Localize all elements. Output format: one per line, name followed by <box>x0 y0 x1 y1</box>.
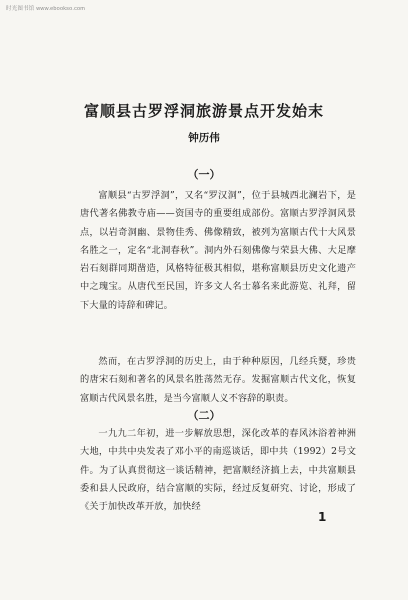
watermark: 时光图书馆 www.ebookso.com <box>6 6 86 12</box>
section-heading-1: （一） <box>187 168 221 181</box>
paragraph-2: 然而，在古罗浮洞的历史上，由于种种原因，几经兵燹，珍贵的唐宋石刻和著名的风景名胜荡然无存。发掘富顺古代文化，恢复富顺古代风景名胜，是当今富顺人义不容辞的职责。 <box>80 356 356 404</box>
article-title: 富顺县古罗浮洞旅游景点开发始末 <box>83 102 324 120</box>
paragraph-1: 富顺县“古罗浮洞”，又名“罗汉洞”，位于县城西北澜岩下，是唐代著名佛教寺庙——资国寺的重要组成部份。富顺古罗浮洞风景点，以岩奇洞幽、景物佳秀、佛像精致，被列为富顺古代十大风景名胜之一，定名“北洞春秋”。洞内外石刻佛像与荣县大佛、大足摩岩石刻群同期凿造，风格特征极其相似，堪称富顺县历史文化遗产中之瑰宝。从唐代至民国，许多文人名士慕名来此游览、礼拜，留下大量的诗辞和碑记。 <box>80 190 356 311</box>
page-number: 1 <box>318 510 327 524</box>
author-name: 钟历伟 <box>188 132 220 144</box>
section-heading-2: （二） <box>187 409 221 422</box>
paragraph-3: 一九九二年初，进一步解放思想，深化改革的春风沐浴着神洲大地，中共中央发表了邓小平的南巡谈话，即中共（1992）2号文件。为了认真贯彻这一谈话精神，把富顺经济搞上去，中共富顺县委和县人民政府，结合富顺的实际，经过反复研究、讨论，形成了《关于加快改革开放，加快经 <box>80 428 356 513</box>
